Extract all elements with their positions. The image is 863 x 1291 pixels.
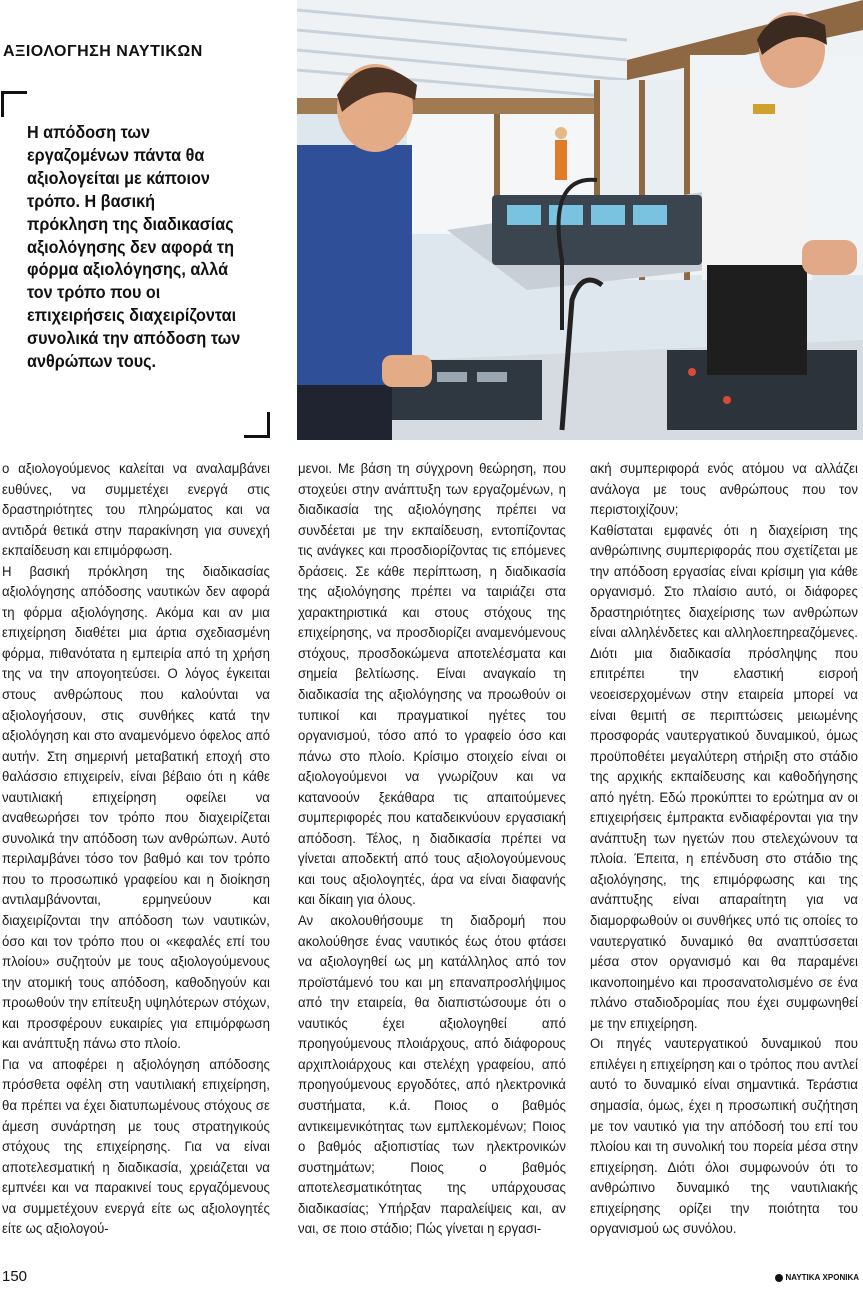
quote-corner-bottom-right — [244, 412, 270, 438]
body-column-2 — [298, 459, 566, 1240]
paragraph: Αν ακολουθήσουμε τη διαδρομή που ακολούθησε ένας ναυτικός έως ότου φτάσει να αξιολογηθεί ως μη κατάλληλος από τον προϊστάμενό του και μη επαναπροσλήψιμος από την εταιρεία, θα διαπιστώσουμε ότι ο ναυτικός έχει αξιολογηθεί από προηγούμενους πλοιάρχους, από διάφορους αρχιπλοιάρχους και στελέχη γραφείου, από προηγούμενους εργοδότες, από ηλεκτρονικά συστήματα, κ.ά. Ποιος ο βαθμός αντικειμενικότητας των εμπλεκομένων; Ποιος ο βαθμός αξιοπιστίας των ηλεκτρονικών συστημάτων; Ποιος ο βαθμός αποτελεσματικότητας της υπάρχουσας διαδικασίας; Υπήρξαν παραλείψεις και, αν ναι, σε ποιο στάδιο; Πώς γίνεται η εργασι- — [298, 913, 566, 1237]
pull-quote: Η απόδοση των εργαζομένων πάντα θα αξιολογείται με κάποιον τρόπο. Η βασική πρόκληση της διαδικασίας αξιολόγησης δεν αφορά τη φόρμα αξιολόγησης, αλλά τον τρόπο που οι επιχειρήσεις διαχειρίζονται συνολικά την απόδοση των ανθρώπων τους. — [27, 122, 241, 372]
paragraph: μενοι. Με βάση τη σύγχρονη θεώρηση, που στοχεύει στην ανάπτυξη των εργαζομένων, η διαδικασία της αξιολόγησης πρέπει να συνδέεται με την εκπαίδευση, εντοπίζοντας τις ανάγκες και προσδιορίζοντας τις επόμενες δράσεις. Σε κάθε περίπτωση, η διαδικασία της αξιολόγησης πρέπει να ταιριάζει στα χαρακτηριστικά και στους στόχους της επιχείρησης, να προσδιορίζει αναμενόμενους στόχους, προσδοκώμενα αποτελέσματα και σημεία βελτίωσης. Είναι αναγκαίο τη διαδικασία της αξιολόγησης να προωθούν οι τυπικοί και πραγματικοί ηγέτες του οργανισμού, τόσο από το γραφείο όσο και πάνω στο πλοίο. Κρίσιμο στοιχείο είναι οι αξιολογούμενοι να γνωρίζουν και να κατανοούν ξεκάθαρα τις απαιτούμενες συμπεριφορές που καταδεικνύουν εργασιακή απόδοση. Τέλος, η διαδικασία πρέπει να γίνεται αποδεκτή από τους αξιολογούμενους και τους αξιολογητές, άρα να είναι διαφανής και δίκαιη για όλους. — [298, 461, 566, 908]
paragraph: Για να αποφέρει η αξιολόγηση απόδοσης πρόσθετα οφέλη στη ναυτιλιακή επιχείρηση, θα πρέπει να έχει διατυπωμένους στόχους σε άμεση συνάρτηση με τους στρατηγικούς στόχους της επιχείρησης. Για να είναι αποτελεσματική η διαδικασία, χρειάζεται να εμπνέει και να παρακινεί τους εργαζόμενους να συμμετέχουν ενεργά είτε ως αξιολογητές είτε ως αξιολογού- — [2, 1056, 270, 1237]
publication-brand — [775, 1273, 860, 1282]
paragraph: ο αξιολογούμενος καλείται να αναλαμβάνει ευθύνες, να συμμετέχει ενεργά στις δραστηριότητες του πληρώματος και να αντιδρά θετικά στην παρακίνηση για συνεχή εκπαίδευση και επιμόρφωση. — [2, 461, 270, 559]
ship-bridge-photo — [297, 0, 863, 440]
brand-name: ΝΑΥΤΙΚΑ ΧΡΟΝΙΚΑ — [785, 1273, 859, 1282]
paragraph: Η βασική πρόκληση της διαδικασίας αξιολόγησης απόδοσης ναυτικών δεν αφορά τη φόρμα αξιολόγησης. Ακόμα και αν μια επιχείρηση διαθέτει μια άρτια σχεδιασμένη φόρμα, πιθανότατα η εμπειρία από τη χρήση της να την απογοητεύσει. Ο λόγος έγκειται στους ανθρώπους που καλούνται να αξιολογήσουν, στις συνθήκες κατά την αξιολόγηση και στο αναμενόμενο όφελος από αυτήν. Στη σημερινή μεταβατική εποχή στο θαλάσσιο επιχειρείν, είναι βέβαιο ότι η κάθε ναυτιλιακή επιχείρηση οφείλει να αναθεωρήσει τον τρόπο που διαχειρίζεται συνολικά την απόδοση των ανθρώπων. Αυτό περιλαμβάνει τόσο τον βαθμό και τον τρόπο που το προσωπικό γραφείου και η διοίκηση αντιλαμβάνονται, ερμηνεύουν και διαχειρίζονται την απόδοση των ναυτικών, όσο και τον τρόπο που οι «κεφαλές επί του πλοίου» συζητούν με τους αξιολογούμενους την ατομική τους απόδοση, καθοδηγούν και προωθούν την επίτευξη υψηλότερων στόχων, και προσφέρουν ευκαιρίες για επιμόρφωση και ανάπτυξη πάνω στο πλοίο. — [2, 563, 270, 1052]
body-column-1 — [2, 459, 270, 1240]
section-label: ΑΞΙΟΛΟΓΗΣΗ ΝΑΥΤΙΚΩΝ — [3, 43, 203, 60]
brand-logo-icon — [775, 1274, 783, 1282]
paragraph: ακή συμπεριφορά ενός ατόμου να αλλάζει ανάλογα με τους ανθρώπους που τον περιστοιχίζουν; — [590, 461, 858, 518]
paragraph: Οι πηγές ναυτεργατικού δυναμικού που επιλέγει η επιχείρηση και ο τρόπος που αντλεί αυτό το δυναμικό είναι σημαντικά. Τεράστια σημασία, όμως, έχει η προσωπική συζήτηση με τον ναυτικό για την απόδοσή του επί του πλοίου και τη συνολική του πορεία μέσα στην επιχείρηση. Διότι όλοι συμφωνούν ότι το ανθρώπινο δυναμικό της ναυτιλιακής επιχείρησης ορίζει την ποιότητα του οργανισμού ως συνόλου. — [590, 1036, 858, 1237]
quote-corner-top-left — [1, 91, 27, 117]
page-number: 150 — [2, 1268, 28, 1285]
paragraph: Καθίσταται εμφανές ότι η διαχείριση της ανθρώπινης συμπεριφοράς που σχετίζεται με την απόδοση εργασίας είναι κρίσιμη για κάθε οργανισμό. Στο πλαίσιο αυτό, οι διάφορες δραστηριότητες διαχείρισης των ανθρώπων είναι αλληλένδετες και αλληλοεπηρεαζόμενες. Διότι μια διαδικασία πρόσληψης που επιτρέπει την ελαστική εισροή νεοεισερχομένων στην εταιρεία μπορεί να είναι θεμιτή σε περιπτώσεις μειωμένης προσφοράς ναυτεργατικού δυναμικού, όμως προϋποθέτει μεγαλύτερη στήριξη στο στάδιο της αρχικής εκπαίδευσης και καθοδήγησης από ηγέτη. Εδώ προκύπτει το ερώτημα αν οι επιχειρήσεις έμπρακτα ενδιαφέρονται για την ανάπτυξη των ηγετών που στελεχώνουν τα πλοία. Έπειτα, η επένδυση στο στάδιο της αξιολόγησης, της επιμόρφωσης και της ανάπτυξης είναι απαραίτητη για να διαμορφωθούν οι συνθήκες υπό τις οποίες το ναυτεργατικό δυναμικό θα αναπτύσσεται μέσα στον οργανισμό και θα παραμένει ικανοποιημένο και προσανατολισμένο σε ένα πλάνο σταδιοδρομίας που έχει συμφωνηθεί με την επιχείρηση. — [590, 522, 858, 1031]
body-column-3 — [590, 459, 858, 1240]
